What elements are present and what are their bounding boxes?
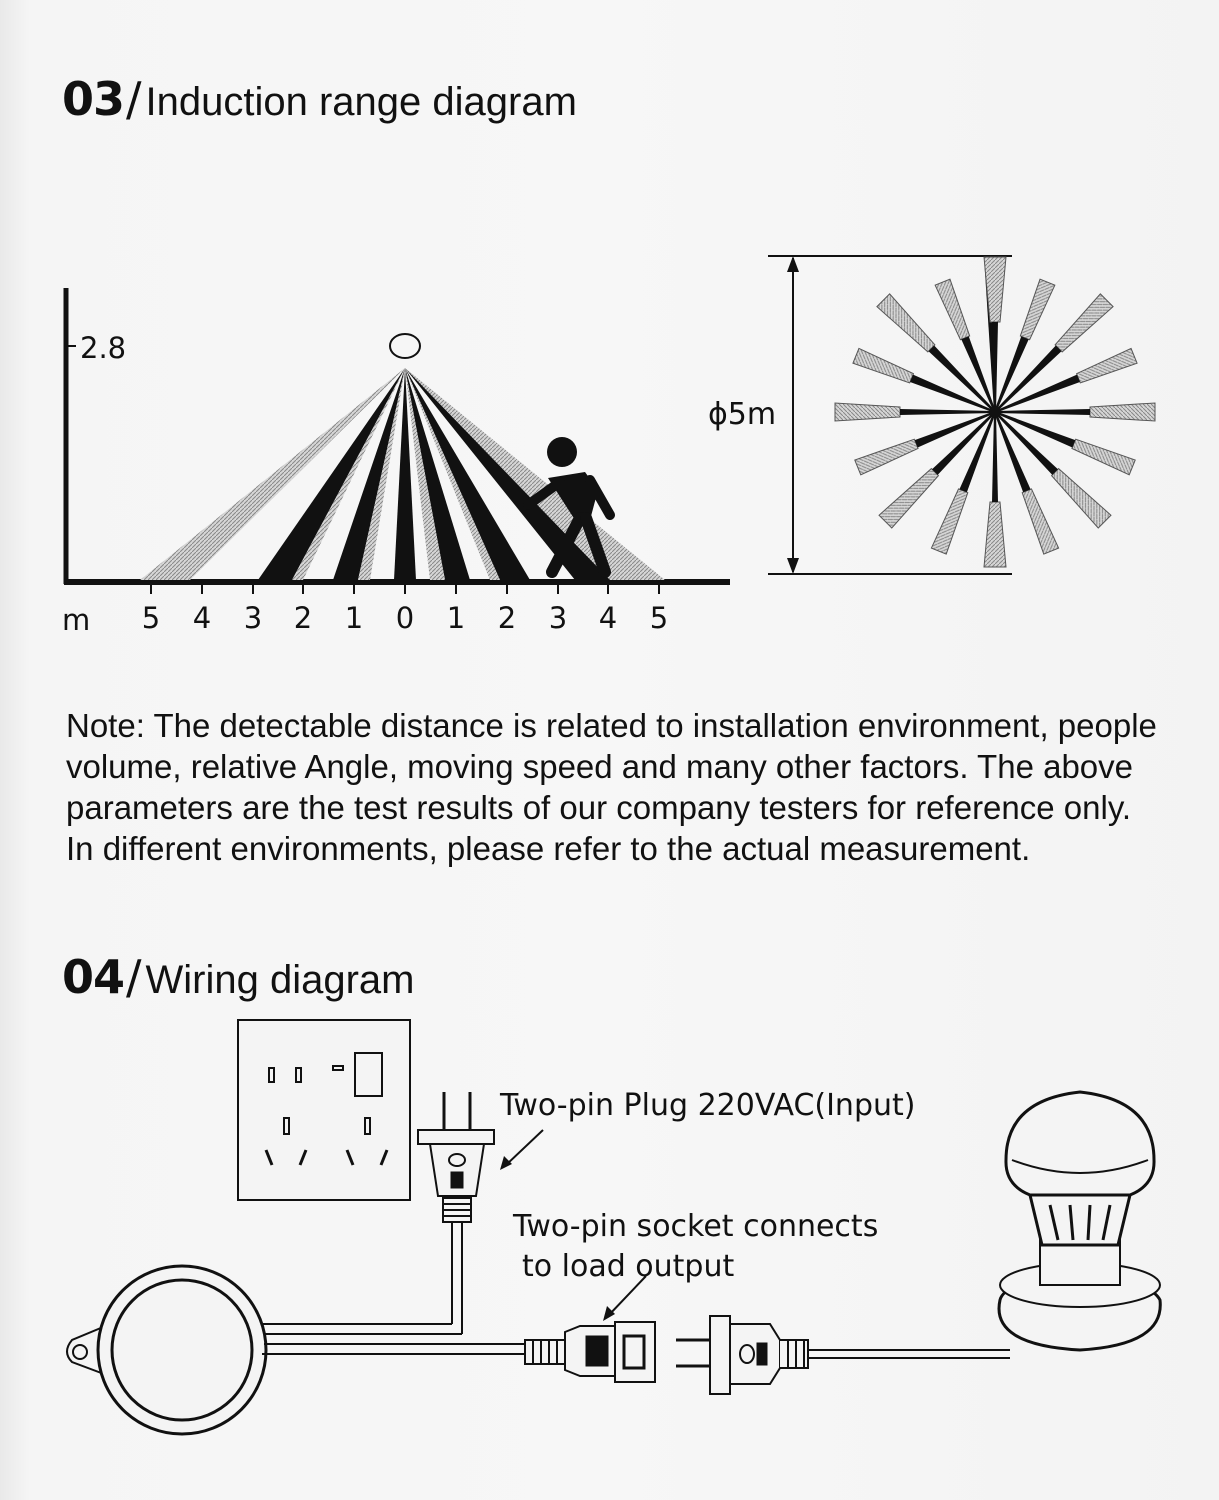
tick-label: 3 <box>548 601 568 635</box>
tick-label: 5 <box>649 601 669 635</box>
top-view-range <box>768 256 1155 574</box>
tick-label: 4 <box>598 601 618 635</box>
section-03-slash: / <box>126 72 142 126</box>
section-04-number: 04 <box>62 950 125 1004</box>
load-plug-icon <box>676 1316 808 1394</box>
light-bulb-icon <box>999 1092 1160 1350</box>
tick-label: 3 <box>243 601 263 635</box>
section-04-slash: / <box>126 950 142 1004</box>
plug-label: Two-pin Plug 220VAC(Input) <box>500 1088 916 1123</box>
two-pin-socket-icon <box>525 1322 655 1382</box>
socket-label-line2: to load output <box>522 1249 735 1284</box>
axis-tick-marks <box>151 584 659 594</box>
tick-label: 0 <box>395 601 415 635</box>
tick-label: 2 <box>497 601 517 635</box>
tick-label: 4 <box>192 601 212 635</box>
axis-tick-labels <box>142 601 668 635</box>
tick-label: 1 <box>344 601 364 635</box>
tick-label: 2 <box>293 601 313 635</box>
section-03-name: Induction range diagram <box>145 80 577 124</box>
sensor-unit-icon <box>67 1266 266 1434</box>
section-04-title <box>62 950 414 1004</box>
top-view-starburst <box>835 257 1155 567</box>
diameter-label: ɸ5m <box>708 397 777 432</box>
tick-label: 5 <box>141 601 161 635</box>
socket-label-line1: Two-pin socket connects <box>513 1209 879 1244</box>
note-paragraph: Note: The detectable distance is related to installation environment, people volume, relative Angle, moving speed and many other factors. The above parameters are the test results of our company testers for reference only. In different environments, please refer to the actual measurement. <box>66 707 1157 867</box>
unit-label: m <box>62 603 91 637</box>
section-03-number: 03 <box>62 72 125 126</box>
height-label: 2.8 <box>80 331 127 365</box>
plug-pointer-arrow <box>500 1130 543 1170</box>
two-pin-plug-icon <box>418 1092 494 1222</box>
section-04-name: Wiring diagram <box>145 958 415 1002</box>
sensor-icon <box>390 334 420 358</box>
wall-socket-icon <box>238 1020 410 1200</box>
tick-label: 1 <box>446 601 466 635</box>
